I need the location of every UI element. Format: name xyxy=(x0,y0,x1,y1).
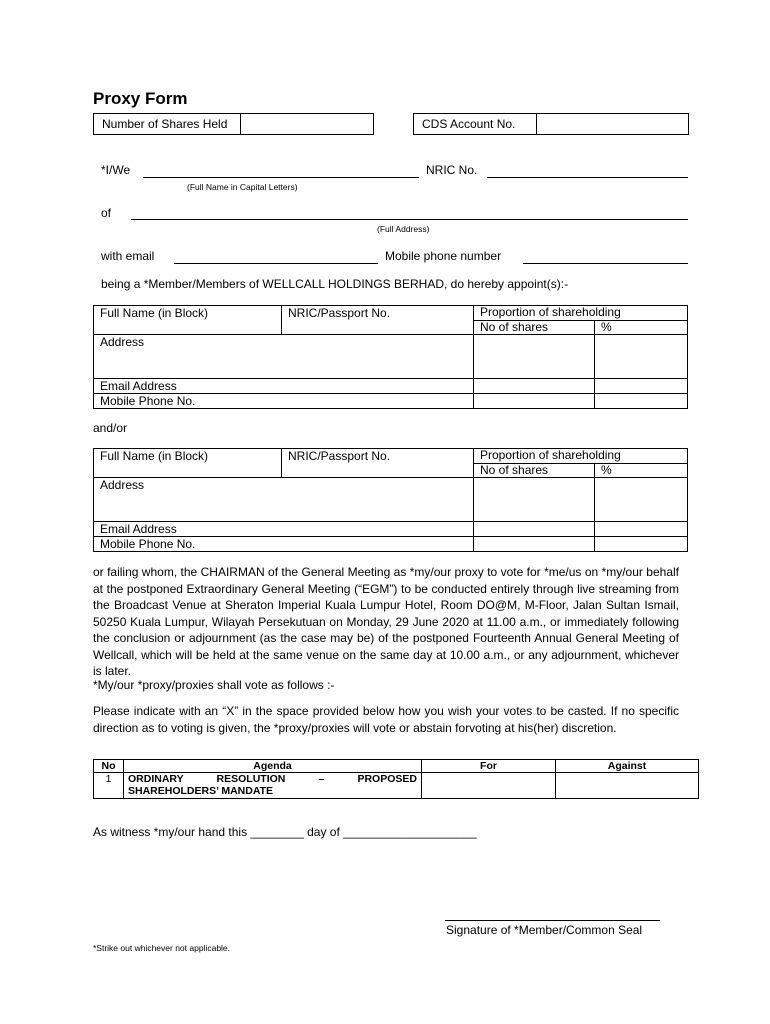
vote-row-agenda-line2: SHAREHOLDERS’ MANDATE xyxy=(128,785,274,797)
proxy2-fullname-header: Full Name (in Block) xyxy=(94,449,282,478)
nric-label: NRIC No. xyxy=(426,163,478,177)
proxy1-proportion-header: Proportion of shareholding xyxy=(474,306,688,321)
proxy1-mobile-percent xyxy=(595,394,688,409)
nric-field[interactable] xyxy=(487,163,688,178)
cds-account-label: CDS Account No. xyxy=(422,117,516,131)
proxy1-address[interactable]: Address xyxy=(94,335,474,379)
proxy1-email[interactable]: Email Address xyxy=(94,379,474,394)
vote-for-cell[interactable] xyxy=(422,773,556,799)
vote-row-no: 1 xyxy=(94,773,124,799)
form-title: Proxy Form xyxy=(93,89,188,108)
proxy2-email-shares xyxy=(474,522,595,537)
proxy-table-1 xyxy=(93,305,688,409)
voting-instructions: Please indicate with an “X” in the space provided below how you wish your votes to be casted. If no specific direction as to voting is given, the *proxy/proxies will vote or abstain forvoting at his(her) discretion. xyxy=(93,704,679,735)
vote-against-cell[interactable] xyxy=(556,773,699,799)
vote-row-agenda xyxy=(124,773,422,799)
signature-line[interactable] xyxy=(445,908,660,921)
address-hint: (Full Address) xyxy=(377,224,430,234)
proxy1-noshares-cell[interactable] xyxy=(474,335,595,379)
vote-row xyxy=(94,773,699,799)
proxy1-nric-header: NRIC/Passport No. xyxy=(282,306,474,335)
cds-account-field[interactable] xyxy=(536,113,690,135)
appoint-text: being a *Member/Members of WELLCALL HOLDINGS BERHAD, do hereby appoint(s):- xyxy=(101,277,569,291)
mobile-field[interactable] xyxy=(523,249,688,264)
shares-held-box xyxy=(93,113,374,135)
email-label: with email xyxy=(101,249,155,263)
proxy2-proportion-header: Proportion of shareholding xyxy=(474,449,688,464)
fullname-hint: (Full Name in Capital Letters) xyxy=(187,182,298,192)
vote-intro: *My/our *proxy/proxies shall vote as follows :- xyxy=(93,678,335,692)
email-field[interactable] xyxy=(174,249,378,264)
proxy1-email-shares xyxy=(474,379,595,394)
shares-held-label: Number of Shares Held xyxy=(102,117,228,131)
vote-header-for: For xyxy=(422,760,556,773)
proxy2-nric-header: NRIC/Passport No. xyxy=(282,449,474,478)
proxy1-mobile[interactable]: Mobile Phone No. xyxy=(94,394,474,409)
proxy2-percent-cell[interactable] xyxy=(595,478,688,522)
address-field[interactable] xyxy=(131,205,688,220)
mobile-label: Mobile phone number xyxy=(385,249,502,263)
proxy2-noshares-cell[interactable] xyxy=(474,478,595,522)
failing-paragraph: or failing whom, the CHAIRMAN of the General Meeting as *my/our proxy to vote for *me/us on *my/our behalf at the postponed Extraordinary General Meeting (“EGM”) to be conducted entirely through live streaming from the Broadcast Venue at Sheraton Imperial Kuala Lumpur Hotel, Room DO@M, M-Floor, Jalan Sultan Ismail, 50250 Kuala Lumpur, Wilayah Persekutuan on Monday, 29 June 2020 at 11.00 a.m., or immediately following the conclusion or adjournment (as the case may be) of the postponed Fourteenth Annual General Meeting of Wellcall, which will be held at the same venue on the same day at 10.00 a.m., or any adjournment, whichever is later. xyxy=(93,565,679,678)
witness-line: As witness *my/our hand this ________ day of ____________________ xyxy=(93,825,477,839)
proxy2-email-percent xyxy=(595,522,688,537)
proxy2-mobile-shares xyxy=(474,537,595,552)
proxy1-noshares-header: No of shares xyxy=(474,320,595,335)
proxy2-email[interactable]: Email Address xyxy=(94,522,474,537)
vote-header-against: Against xyxy=(556,760,699,773)
vote-header-agenda: Agenda xyxy=(124,760,422,773)
footnote: *Strike out whichever not applicable. xyxy=(93,943,231,953)
proxy1-mobile-shares xyxy=(474,394,595,409)
andor-text: and/or xyxy=(93,421,128,435)
signature-label: Signature of *Member/Common Seal xyxy=(446,923,643,937)
vote-table xyxy=(93,759,699,799)
iwe-label: *I/We xyxy=(101,163,131,177)
proxy2-mobile-percent xyxy=(595,537,688,552)
fullname-field[interactable] xyxy=(143,163,419,178)
proxy1-percent-header: % xyxy=(595,320,688,335)
proxy1-fullname-header: Full Name (in Block) xyxy=(94,306,282,335)
cds-account-box xyxy=(413,113,689,135)
shares-held-field[interactable] xyxy=(240,113,375,135)
proxy2-noshares-header: No of shares xyxy=(474,463,595,478)
proxy1-percent-cell[interactable] xyxy=(595,335,688,379)
of-label: of xyxy=(101,206,112,220)
proxy2-address[interactable]: Address xyxy=(94,478,474,522)
proxy-table-2 xyxy=(93,448,688,552)
proxy1-email-percent xyxy=(595,379,688,394)
proxy2-mobile[interactable]: Mobile Phone No. xyxy=(94,537,474,552)
proxy2-percent-header: % xyxy=(595,463,688,478)
vote-header-no: No xyxy=(94,760,124,773)
vote-row-agenda-line1: ORDINARY RESOLUTION – PROPOSED xyxy=(128,773,417,785)
